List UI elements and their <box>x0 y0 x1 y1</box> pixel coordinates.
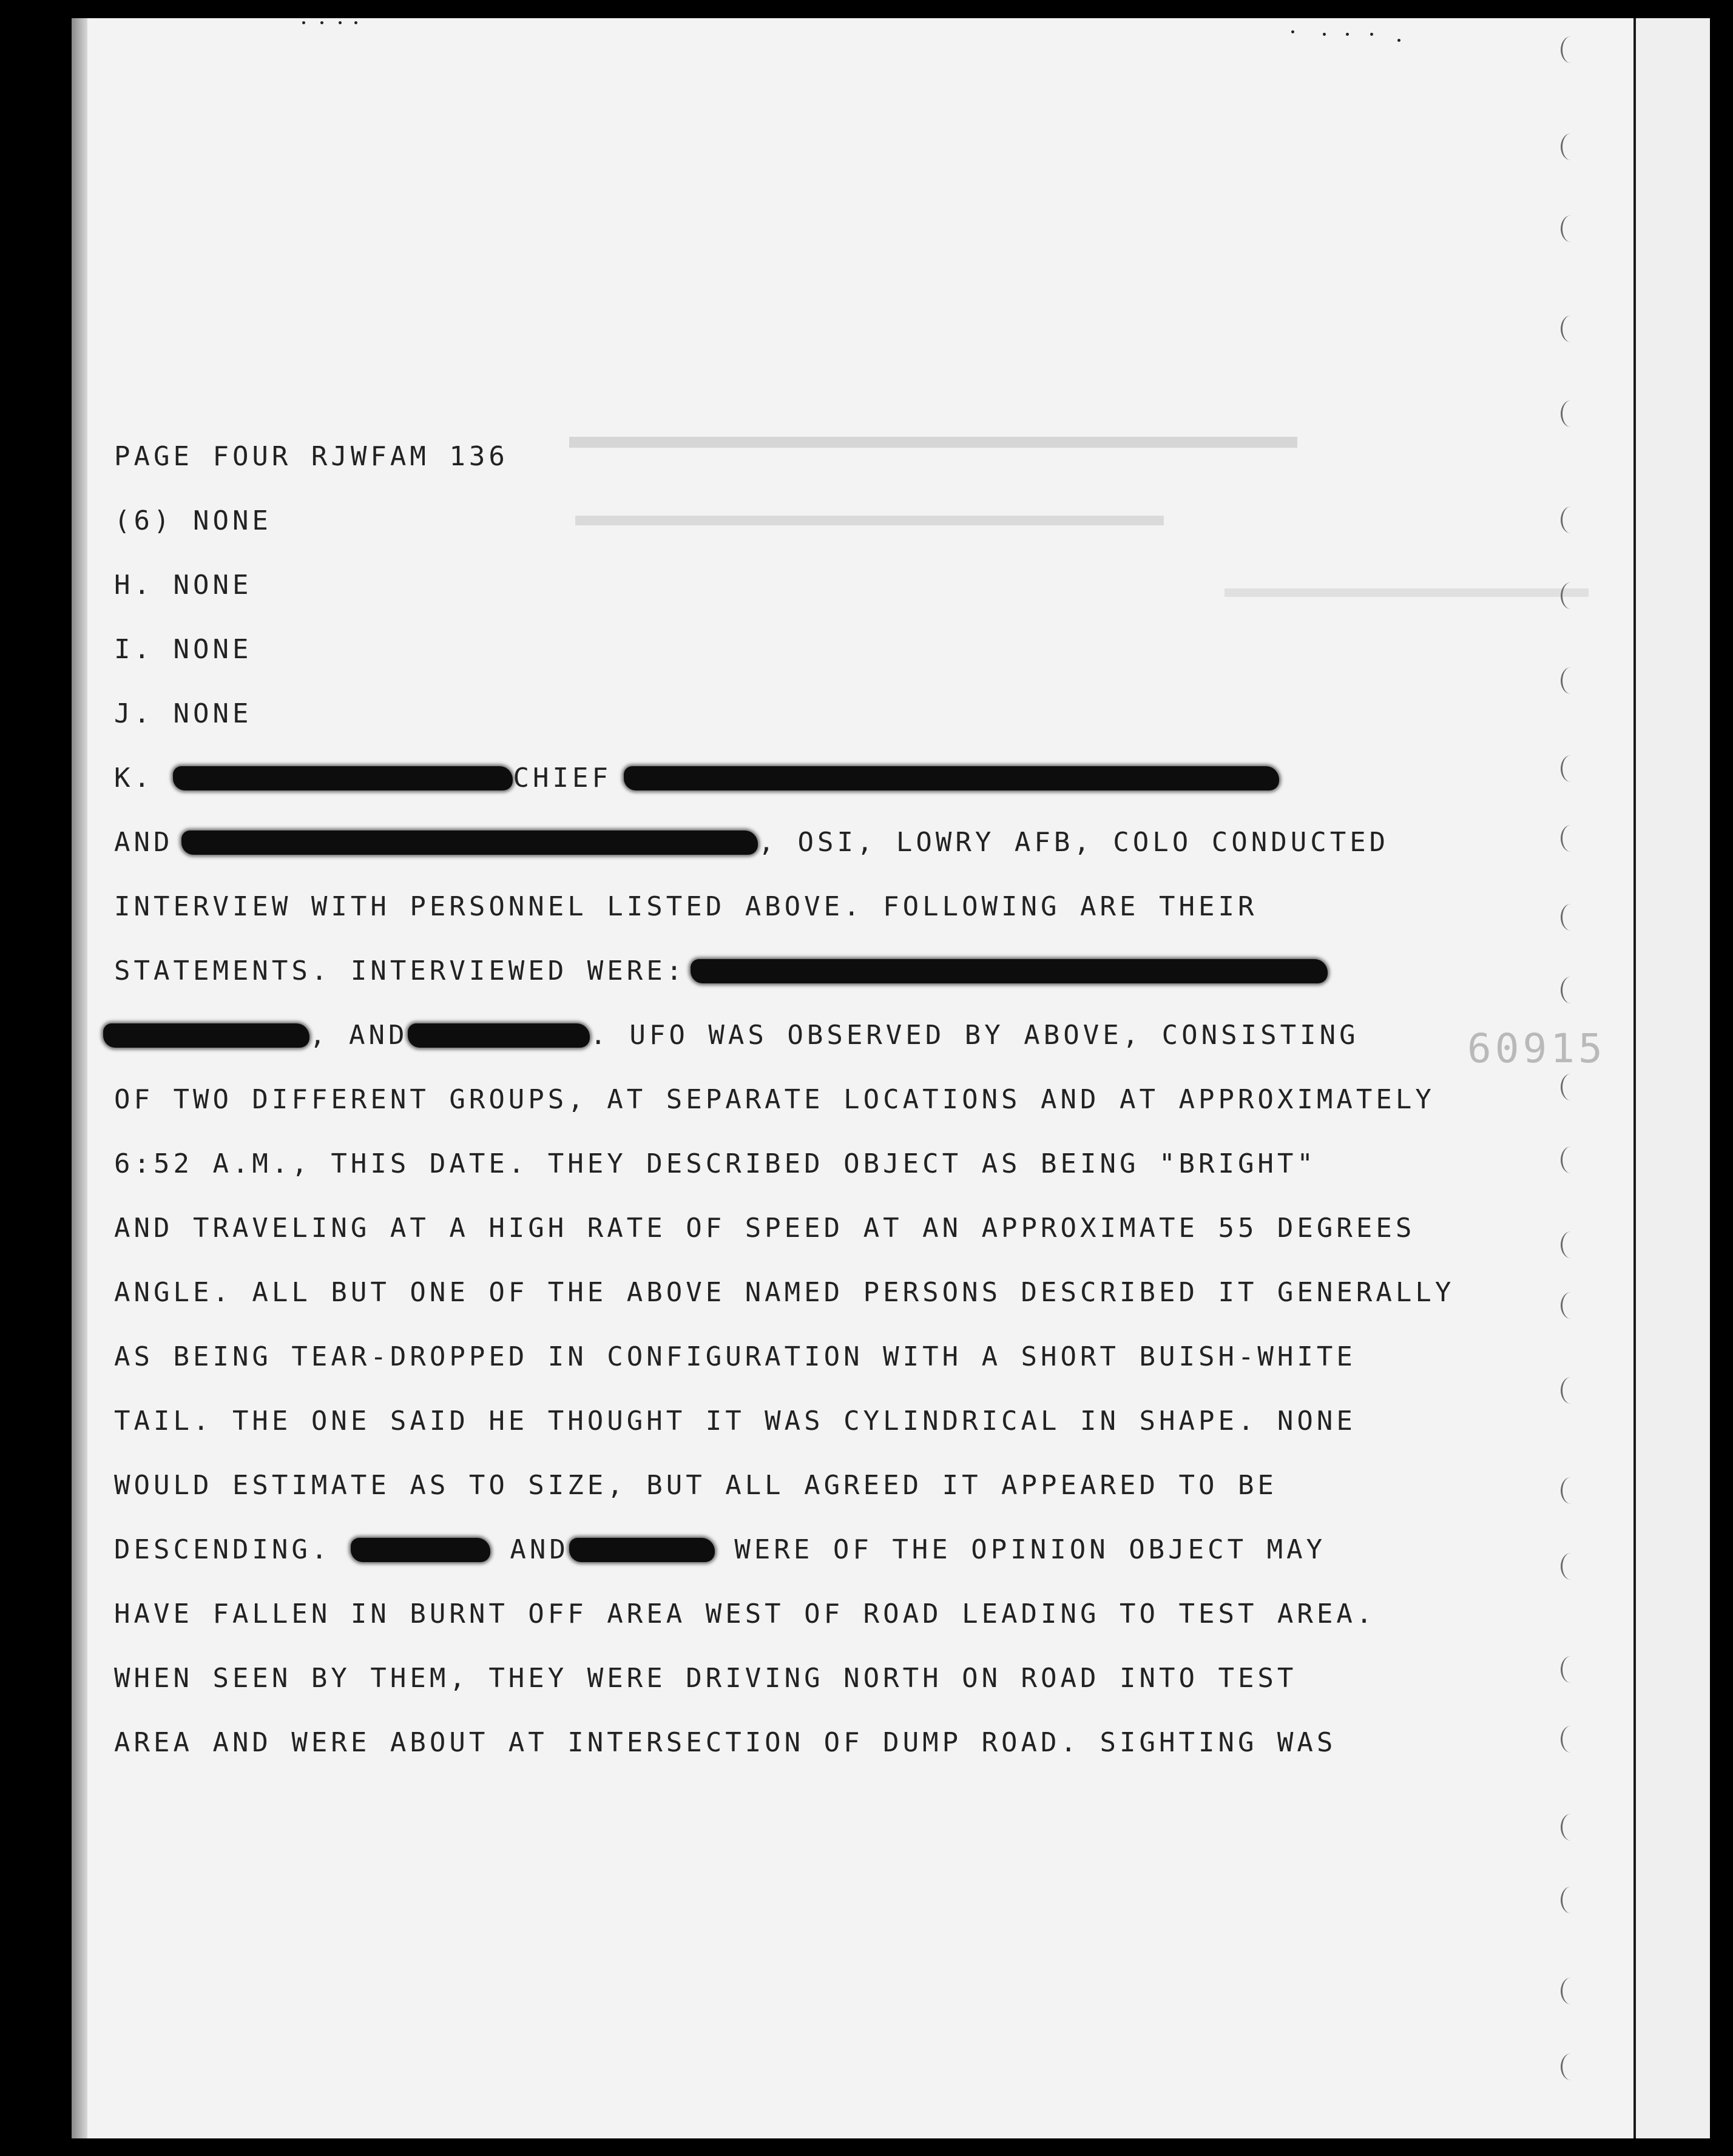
body-line <box>114 939 1454 1003</box>
body-line: AS BEING TEAR-DROPPED IN CONFIGURATION WITH A SHORT BUISH-WHITE <box>114 1341 1356 1372</box>
body-line-text: STATEMENTS. INTERVIEWED WERE: <box>114 955 686 986</box>
item-k-continued <box>114 810 1454 875</box>
scan-speck <box>1346 33 1349 36</box>
feed-hole <box>1561 315 1581 342</box>
body-line: AND TRAVELING AT A HIGH RATE OF SPEED AT AN APPROXIMATE 55 DEGREES <box>114 1213 1416 1244</box>
redaction-bar <box>173 766 513 790</box>
body-line <box>114 1518 1454 1582</box>
item-6: (6) NONE <box>114 505 272 536</box>
body-line-text: . UFO WAS OBSERVED BY ABOVE, CONSISTING <box>590 1020 1359 1051</box>
message-body <box>114 425 1454 1775</box>
and-prefix: AND <box>114 827 174 858</box>
scan-speck <box>354 21 357 24</box>
feed-hole <box>1561 904 1581 931</box>
feed-hole <box>1561 400 1581 427</box>
item-j: J. NONE <box>114 698 252 729</box>
feed-hole <box>1561 1726 1581 1753</box>
feed-hole <box>1561 582 1581 609</box>
feed-hole <box>1561 1477 1581 1504</box>
item-k-text: CHIEF <box>513 763 612 793</box>
body-line: 6:52 A.M., THIS DATE. THEY DESCRIBED OBJECT AS BEING "BRIGHT" <box>114 1148 1317 1179</box>
body-line: WOULD ESTIMATE AS TO SIZE, BUT ALL AGREED IT APPEARED TO BE <box>114 1470 1277 1501</box>
page-header: PAGE FOUR RJWFAM 136 <box>114 441 508 472</box>
page-edge-shadow <box>72 18 87 2138</box>
feed-hole <box>1561 1887 1581 1913</box>
body-line: ANGLE. ALL BUT ONE OF THE ABOVE NAMED PERSONS DESCRIBED IT GENERALLY <box>114 1277 1455 1308</box>
body-line: TAIL. THE ONE SAID HE THOUGHT IT WAS CYLINDRICAL IN SHAPE. NONE <box>114 1406 1356 1437</box>
item-h: H. NONE <box>114 570 252 601</box>
body-line <box>114 1003 1454 1068</box>
scan-speck <box>1397 39 1400 42</box>
body-line-text: AND <box>510 1534 569 1565</box>
body-line: INTERVIEW WITH PERSONNEL LISTED ABOVE. FOLLOWING ARE THEIR <box>114 891 1258 922</box>
feed-hole <box>1561 1292 1581 1319</box>
scan-speck <box>339 21 342 24</box>
body-line: OF TWO DIFFERENT GROUPS, AT SEPARATE LOCATIONS AND AT APPROXIMATELY <box>114 1084 1435 1115</box>
body-line-text: , AND <box>309 1020 408 1051</box>
redaction-bar <box>408 1023 590 1048</box>
body-line: WHEN SEEN BY THEM, THEY WERE DRIVING NORTH ON ROAD INTO TEST <box>114 1663 1297 1694</box>
feed-hole <box>1561 1377 1581 1404</box>
feed-hole <box>1561 133 1581 160</box>
feed-hole <box>1561 977 1581 1003</box>
body-line: AREA AND WERE ABOUT AT INTERSECTION OF DUMP ROAD. SIGHTING WAS <box>114 1727 1337 1758</box>
item-k-prefix: K. <box>114 763 154 793</box>
feed-hole <box>1561 1231 1581 1258</box>
feed-hole <box>1561 755 1581 782</box>
item-i: I. NONE <box>114 634 252 665</box>
feed-hole <box>1561 667 1581 694</box>
feed-hole <box>1561 1147 1581 1173</box>
feed-hole <box>1561 1978 1581 2004</box>
scan-speck <box>1323 33 1326 36</box>
feed-hole <box>1561 507 1581 533</box>
scan-speck <box>302 21 305 24</box>
feed-hole <box>1561 1656 1581 1683</box>
redaction-bar <box>569 1538 715 1562</box>
scan-speck <box>1291 30 1294 33</box>
feed-hole <box>1561 36 1581 63</box>
body-line: HAVE FALLEN IN BURNT OFF AREA WEST OF ROAD LEADING TO TEST AREA. <box>114 1598 1376 1629</box>
redaction-bar <box>103 1023 309 1048</box>
redaction-bar <box>351 1538 490 1562</box>
redaction-bar <box>624 766 1279 790</box>
feed-hole <box>1561 1553 1581 1580</box>
feed-hole <box>1561 1074 1581 1100</box>
redaction-bar <box>691 959 1328 983</box>
feed-hole <box>1561 825 1581 852</box>
scan-speck <box>320 21 323 24</box>
tractor-feed-strip <box>1636 18 1710 2138</box>
redaction-bar <box>181 830 758 855</box>
and-text: , OSI, LOWRY AFB, COLO CONDUCTED <box>758 827 1390 858</box>
feed-hole <box>1561 1814 1581 1841</box>
document-page <box>72 18 1710 2138</box>
feed-hole <box>1561 2053 1581 2080</box>
feed-hole <box>1561 215 1581 242</box>
scan-speck <box>1370 33 1373 36</box>
body-line-text: WERE OF THE OPINION OBJECT MAY <box>734 1534 1326 1565</box>
item-k <box>114 746 1454 810</box>
body-line-text: DESCENDING. <box>114 1534 331 1565</box>
bleed-through-number: 60915 <box>1467 1025 1606 1072</box>
